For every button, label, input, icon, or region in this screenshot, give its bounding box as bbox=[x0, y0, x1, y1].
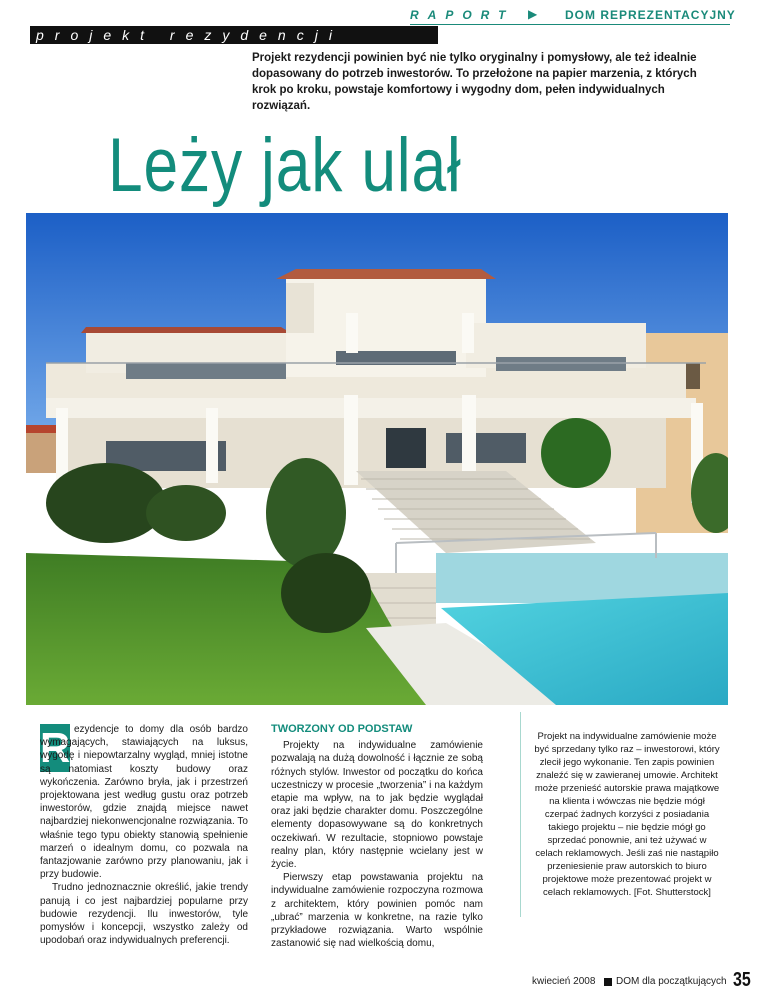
issue-date: kwiecień 2008 bbox=[532, 976, 596, 987]
section-label-topic: DOM REPREZENTACYJNY bbox=[565, 8, 736, 22]
column2-heading: TWORZONY OD PODSTAW bbox=[271, 723, 413, 735]
column2-paragraph-1: Projekty na indywidualne zamówienie pozwalają na dużą dowolność i łącznie ze sobą różnych stylów. Inwestor od początku do końca uczestniczy w procesie „tworzenia” i na każdym etapie ma wpływ, na to jak będzie wyglądał oraz jaki będzie charakter domu. Poszczególne elementy dopasowywane są do konkretnych oczekiwań. W rezultacie, stopniowo powstaje realny plan, który następnie wcielany jest w życie. bbox=[271, 740, 483, 871]
square-bullet-icon bbox=[604, 978, 612, 986]
column2-paragraph-2: Pierwszy etap powstawania projektu na indywidualne zamówienie rozpoczyna rozmowa z architektem, który powinien pomóc nam „ubrać” marzenia w konkretne, na razie tylko przykładowe rozwiązania. Warto wspólnie zastanowić się nad wielkością domu, bbox=[271, 872, 483, 950]
sidebar-divider bbox=[520, 712, 521, 917]
section-label-raport: RAPORT bbox=[410, 8, 515, 22]
column1-paragraph-2: Trudno jednoznacznie określić, jakie trendy panują i co jest najbardziej popularne przy budowie rezydencji. Ilu inwestorów, tyle pomysłów i koncepcji, wszystko zależy od upodobań oraz indywidualnych preferencji. bbox=[40, 882, 248, 947]
sidebar-box-text: Projekt na indywidualne zamówienie może być sprzedany tylko raz – inwestorowi, który zlecił jego wykonanie. Ten zapis powinien znaleźć się w zawieranej umowie. Architekt może przenieść autorskie prawa majątkowe na klienta i wówczas nie będzie mógł czerpać żadnych korzyści z posiadania takiego projektu – nie będzie mógł go sprzedać ponownie, ani też używać w celach reklamowych. Jeśli zaś nie nastąpiło przeniesienie praw autorskich to biuro projektowe może prezentować projekt w celach reklamowych. [Fot. Shutterstock] bbox=[534, 731, 720, 898]
drop-cap: R bbox=[40, 724, 71, 771]
column1-paragraph-1: ezydencje to domy dla osób bardzo wymagających, stawiających na luksus, wygodę i niepowtarzalny wygląd, mniej istotne są natomiast koszty budowy oraz wykończenia. Zarówno bryła, jak i przestrzeń projektowana jest według gustu oraz potrzeb inwestorów, gdzie znajdą miejsce nawet najbardziej niekonwencjonalne rozwiązania. To właśnie tego typu obiekty stanowią spełnienie marzeń o idealnym domu, co pozwala na fantazjowanie zarówno przy planowaniu, jak i przy budowie. bbox=[40, 724, 248, 881]
kicker-text: projekt rezydencji bbox=[36, 27, 343, 43]
article-column-1 bbox=[40, 723, 248, 947]
header-rule bbox=[410, 24, 730, 25]
article-column-2 bbox=[271, 723, 483, 950]
residence-photo bbox=[26, 213, 728, 705]
arrow-right-icon: ▶ bbox=[528, 7, 538, 21]
magazine-name: DOM dla początkujących bbox=[616, 976, 727, 987]
lead-paragraph: Projekt rezydencji powinien być nie tylko oryginalny i pomysłowy, ale też idealnie dopasowany do potrzeb inwestorów. To przełożone na papier marzenia, z których krok po kroku, powstaje komfortowy i wygodny dom, pełen indywidualnych rozwiązań. bbox=[252, 52, 697, 112]
article-headline: Leży jak ulał bbox=[108, 123, 462, 208]
page-number: 35 bbox=[733, 969, 751, 991]
